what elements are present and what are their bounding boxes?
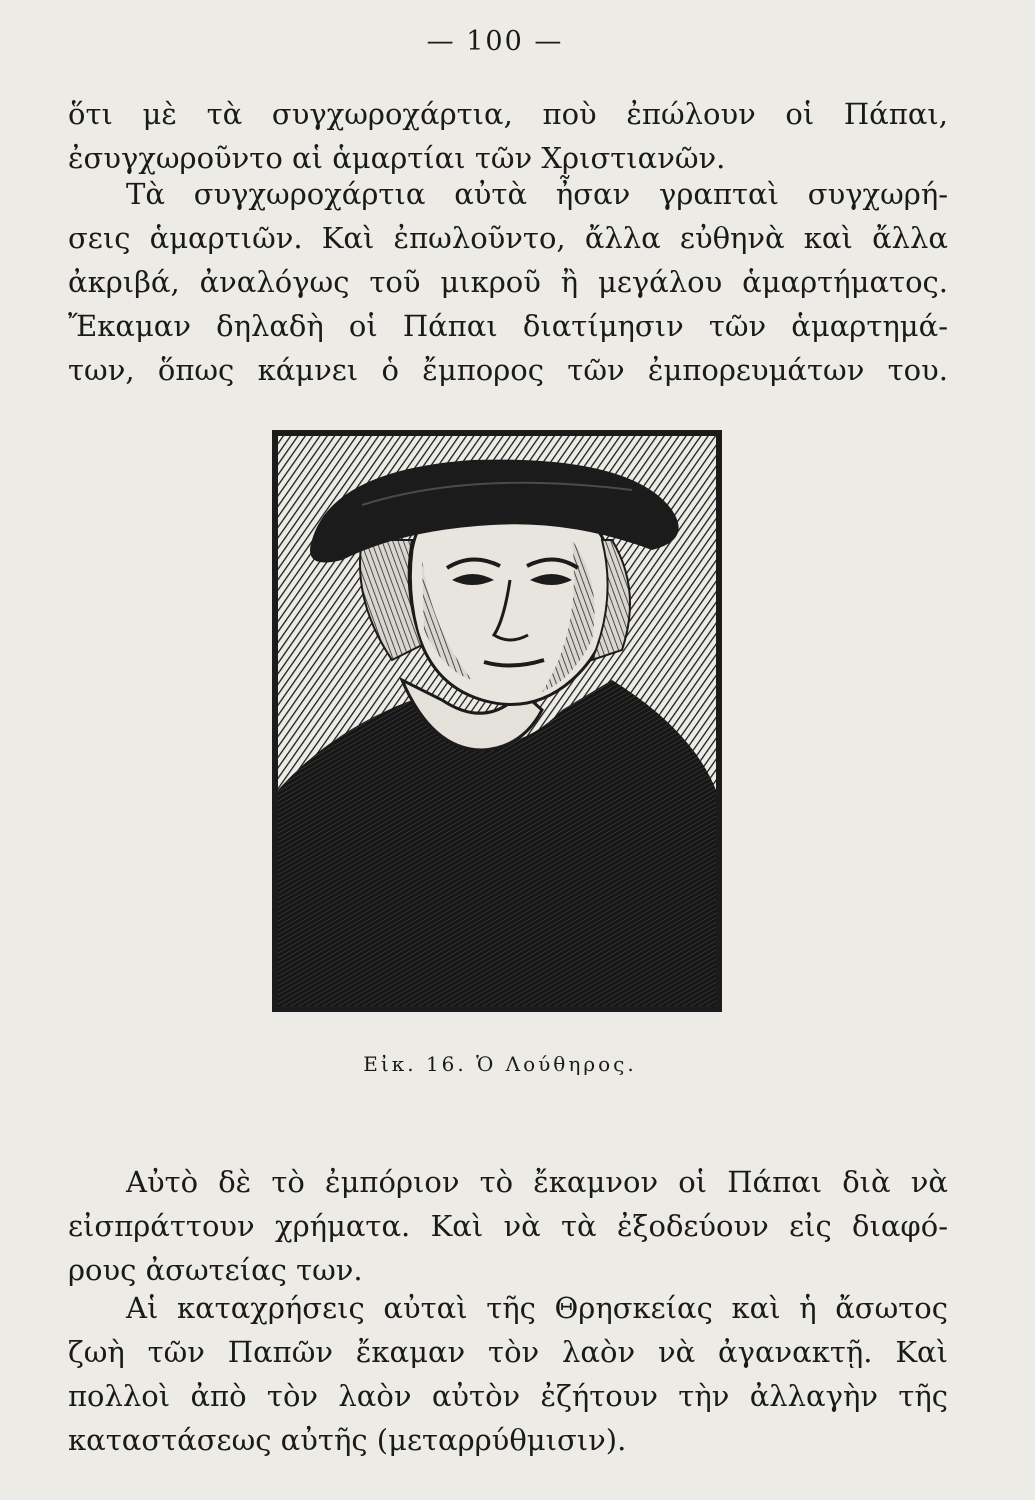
paragraph-1 [68,92,948,180]
text-line: Αὐτὸ δὲ τὸ ἐμπόριον τὸ ἔκαμνον οἱ Πάπαι διὰ νὰ [126,1165,948,1199]
text-line: Ἔκαμαν δηλαδὴ οἱ Πάπαι διατίμησιν τῶν ἁμαρτημά- [68,309,948,343]
portrait-illustration [272,430,722,1012]
text-line: ὅτι μὲ τὰ συγχωροχάρτια, ποὺ ἐπώλουν οἱ Πάπαι, [68,97,948,131]
text-line: εἰσπράττουν χρήματα. Καὶ νὰ τὰ ἐξοδεύουν εἰς διαφό- [68,1209,948,1243]
text-line: ἀκριβά, ἀναλόγως τοῦ μικροῦ ἢ μεγάλου ἁμαρτήματος. [68,265,948,299]
paragraph-3 [68,1160,948,1292]
paragraph-2 [68,172,948,392]
figure-caption: Εἰκ. 16. Ὁ Λούθηρος. [363,1052,637,1076]
text-line: ρους ἀσωτείας των. [68,1253,363,1287]
text-line: Αἱ καταχρήσεις αὐταὶ τῆς Θρησκείας καὶ ἡ ἄσωτος [126,1291,948,1325]
paragraph-4 [68,1286,948,1462]
text-line: ζωὴ τῶν Παπῶν ἔκαμαν τὸν λαὸν νὰ ἀγανακτῇ. Καὶ [68,1335,948,1369]
page-number: — 100 — [426,26,564,57]
text-line: ἐσυγχωροῦντο αἱ ἁμαρτίαι τῶν Χριστιανῶν. [68,141,726,175]
text-line: πολλοὶ ἀπὸ τὸν λαὸν αὐτὸν ἐζήτουν τὴν ἀλλαγὴν τῆς [68,1379,948,1413]
luther-portrait-woodcut [272,430,722,1012]
text-line: των, ὅπως κάμνει ὁ ἔμπορος τῶν ἐμπορευμάτων του. [68,353,948,387]
text-line: σεις ἁμαρτιῶν. Καὶ ἐπωλοῦντο, ἄλλα εὐθηνὰ καὶ ἄλλα [68,221,948,255]
text-line: Τὰ συγχωροχάρτια αὐτὰ ἦσαν γραπταὶ συγχωρή- [126,177,948,211]
text-line: καταστάσεως αὐτῆς (μεταρρύθμισιν). [68,1423,627,1457]
